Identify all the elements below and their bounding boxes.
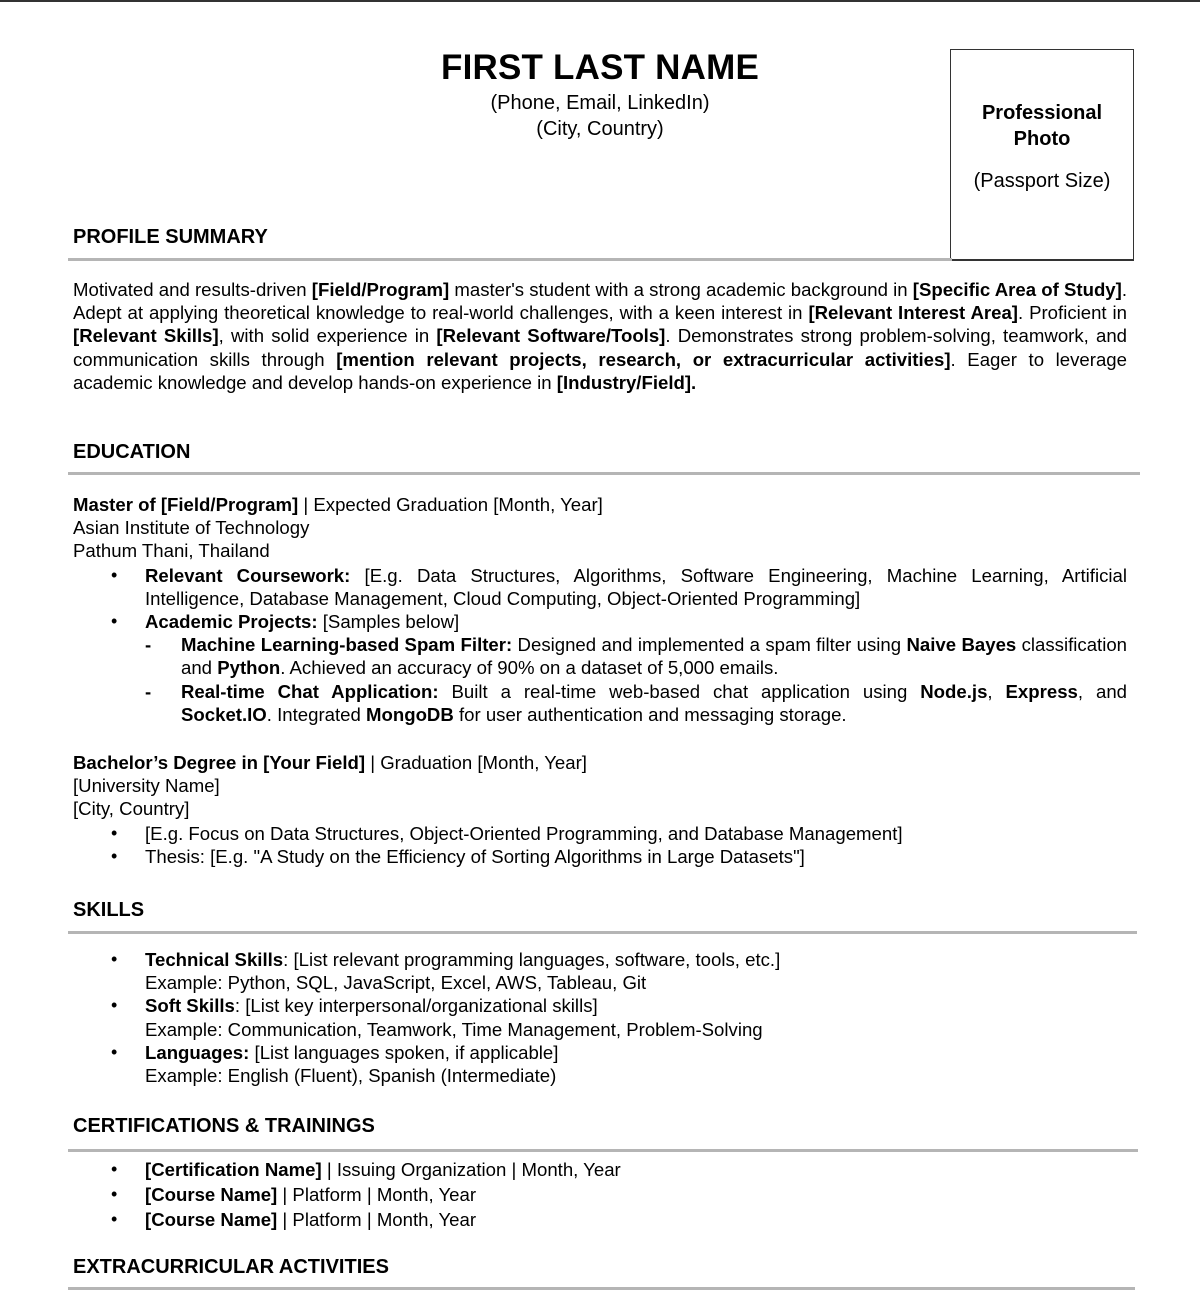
bachelors-date: | Graduation [Month, Year] [365,752,587,773]
certification-details: | Platform | Month, Year [277,1209,477,1230]
skill-example: Example: English (Fluent), Spanish (Intermediate) [145,1065,557,1087]
certifications-section [73,1113,1127,1139]
certification-item [73,1207,1127,1232]
bachelors-bullet: • Thesis: [E.g. "A Study on the Efficiency of Sorting Algorithms in Large Datasets"] [73,845,1127,868]
skills-heading: SKILLS [73,899,145,921]
masters-location: Pathum Thani, Thailand [73,540,270,562]
bold-run: Express [1005,680,1078,702]
projects-item [73,610,1127,726]
extracurricular-heading: EXTRACURRICULAR ACTIVITIES [73,1256,389,1278]
text-run: . Eager to leverage academic knowledge and develop hands-on experience in [73,348,1127,393]
section-divider [68,1287,1135,1290]
photo-subtitle: (Passport Size) [973,170,1111,192]
skill-text: [List languages spoken, if applicable] [249,1041,559,1063]
skill-item [73,1041,1127,1087]
certifications-list [73,1157,1127,1232]
bold-run: [Field/Program] [311,279,450,300]
text-run: . Proficient in [1018,302,1127,324]
projects-list [145,633,1127,726]
section-divider [68,1149,1138,1152]
bachelors-institution: [University Name] [73,775,220,797]
bold-run: [mention relevant projects, research, or extracurricular activities] [336,348,951,370]
skills-list [73,948,1127,1087]
masters-institution: Asian Institute of Technology [73,517,310,539]
photo-title-line1: Professional [981,102,1103,124]
projects-label: Academic Projects: [145,611,318,633]
text-run: master's student with a strong academic background in [449,279,913,300]
education-section [73,439,1127,465]
skills-section [73,897,1127,923]
location-line: (City, Country) [536,118,664,140]
photo-title [951,100,1133,152]
skill-example: Example: Python, SQL, JavaScript, Excel, AWS, Tableau, Git [145,972,647,994]
certification-details: | Platform | Month, Year [277,1184,477,1205]
photo-title-line2: Photo [1013,128,1071,150]
text-run: Built a real-time web-based chat application using [438,680,921,702]
certification-name: [Course Name] [145,1184,278,1205]
skill-example: Example: Communication, Teamwork, Time Management, Problem-Solving [145,1018,763,1040]
candidate-name: FIRST LAST NAME [441,48,759,87]
bachelors-entry [73,751,1127,868]
bold-run: Node.js [920,680,988,702]
text-run: for user authentication and messaging storage. [453,703,847,725]
project-item [145,680,1127,726]
certification-name: [Course Name] [145,1209,278,1230]
section-divider [68,258,952,261]
certification-name: [Certification Name] [145,1159,322,1180]
text-run: , with solid experience in [218,325,437,347]
certification-item [73,1182,1127,1207]
skill-text: : [List relevant programming languages, software, tools, etc.] [283,949,781,970]
profile-summary-section [73,224,1127,250]
coursework-item [73,564,1127,610]
skill-label: Soft Skills [145,995,235,1017]
skill-label: Technical Skills [145,949,284,970]
projects-text: [Samples below] [317,611,460,633]
text-run: classification and [181,634,1128,679]
certifications-list-wrap [73,1157,1127,1232]
text-run: , and [1077,680,1127,702]
contact-line: (Phone, Email, LinkedIn) [490,92,710,114]
resume-page [0,2,1200,1302]
profile-summary-text [73,278,1127,394]
section-divider [68,931,1137,934]
masters-bullets [73,564,1127,726]
section-divider [68,472,1140,475]
bachelors-bullets [73,822,1127,868]
project-item [145,633,1127,679]
text-run: . Adept at applying theoretical knowledge to real-world challenges, with a keen interest in [73,279,1128,324]
bold-run: [Relevant Software/Tools] [436,325,666,347]
coursework-label: Relevant Coursework: [145,564,351,586]
bold-run: [Industry/Field]. [556,371,697,393]
text-run: , [987,680,1006,702]
bachelors-bullet: • [E.g. Focus on Data Structures, Object-Oriented Programming, and Database Management] [73,822,1127,845]
bold-run: Socket.IO [181,703,267,725]
bold-run: Naive Bayes [906,634,1017,656]
skill-label: Languages: [145,1041,250,1063]
bold-run: [Relevant Interest Area] [808,302,1018,324]
bold-run: Machine Learning-based Spam Filter: [181,634,513,656]
bold-run: Python [217,657,281,679]
masters-date: | Expected Graduation [Month, Year] [298,494,603,515]
extracurricular-section [73,1254,1127,1280]
text-run: Motivated and results-driven [73,279,312,300]
bold-run: [Relevant Skills] [73,325,219,347]
text-run: Designed and implemented a spam filter using [512,634,907,656]
skills-list-wrap [73,948,1127,1087]
bachelors-degree-line [73,751,1127,774]
bold-run: Real-time Chat Application: [181,680,439,702]
education-heading: EDUCATION [73,441,191,463]
skill-item [73,948,1127,994]
bachelors-location: [City, Country] [73,798,190,820]
text-run: . Integrated [266,703,367,725]
skill-text: : [List key interpersonal/organizational skills] [234,995,598,1017]
skill-item [73,994,1127,1040]
text-run: . Demonstrates strong problem-solving, teamwork, and communication skills through [73,325,1128,370]
certification-item [73,1157,1127,1182]
masters-degree: Master of [Field/Program] [73,494,299,515]
masters-entry [73,493,1127,726]
coursework-text: [E.g. Data Structures, Algorithms, Software Engineering, Machine Learning, Artificial Intelligence, Database Management, Cloud Computing, Object-Oriented Programming] [145,564,1127,609]
certifications-heading: CERTIFICATIONS & TRAININGS [73,1115,375,1137]
text-run: . Achieved an accuracy of 90% on a dataset of 5,000 emails. [280,657,779,679]
bachelors-degree: Bachelor’s Degree in [Your Field] [73,752,366,773]
bold-run: MongoDB [366,703,454,725]
bold-run: [Specific Area of Study] [912,279,1122,300]
masters-degree-line [73,493,1127,516]
profile-summary-heading: PROFILE SUMMARY [73,226,268,248]
certification-details: | Issuing Organization | Month, Year [321,1159,621,1180]
